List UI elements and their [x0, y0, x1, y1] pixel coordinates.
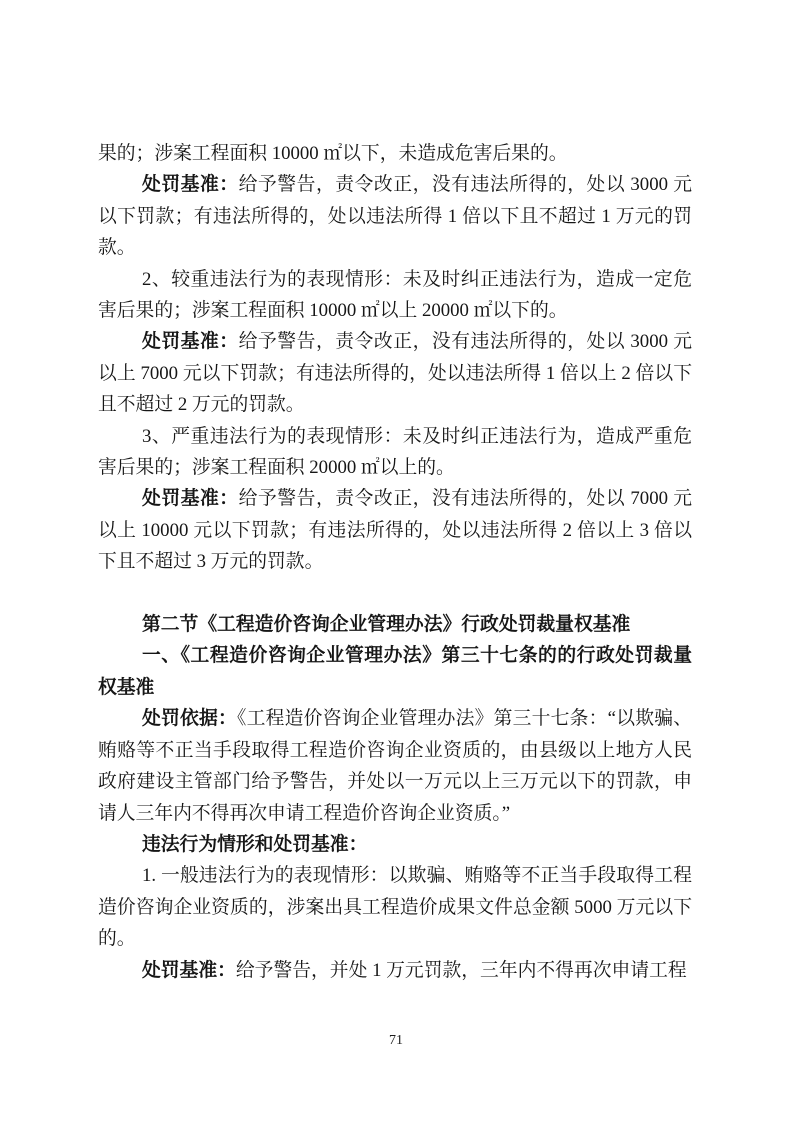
- paragraph-label: 处罚基准：: [142, 488, 239, 510]
- paragraph-text: 给予警告，责令改正，没有违法所得的，处以 7000 元以上 10000 元以下罚款；有违法所得的，处以违法所得 2 倍以上 3 倍以下且不超过 3 万元的罚款。: [98, 488, 693, 573]
- paragraph-text: 果的；涉案工程面积 10000 ㎡以下，未造成危害后果的。: [98, 143, 568, 164]
- paragraph-text: 1. 一般违法行为的表现情形：以欺骗、贿赂等不正当手段取得工程造价咨询企业资质的，涉案出具工程造价成果文件总金额 5000 万元以下的。: [98, 865, 692, 950]
- paragraph-label: 处罚基准：: [142, 331, 239, 353]
- body-paragraph: [98, 138, 692, 169]
- paragraph-label: 处罚依据：: [142, 708, 238, 730]
- paragraph-text: 给予警告，责令改正，没有违法所得的，处以 3000 元以下罚款；有违法所得的，处以违法所得 1 倍以下且不超过 1 万元的罚款。: [98, 174, 693, 259]
- body-paragraph: [98, 326, 692, 420]
- paragraph-label: 处罚基准：: [142, 959, 236, 981]
- paragraph-text: 给予警告，并处 1 万元罚款，三年内不得再次申请工程: [235, 959, 687, 981]
- paragraph-text: 《工程造价咨询企业管理办法》第三十七条：“以欺骗、贿赂等不正当手段取得工程造价咨询企业资质的，由县级以上地方人民政府建设主管部门给予警告，并处以一万元以上三万元以下的罚款，申请人三年内不得再次申请工程造价咨询企业资质。”: [98, 708, 692, 824]
- paragraph-label: 违法行为情形和处罚基准：: [142, 833, 368, 855]
- body-paragraph: [98, 421, 692, 484]
- body-paragraph: [98, 860, 692, 954]
- body-paragraph: [98, 955, 692, 986]
- subsection-heading: 一、《工程造价咨询企业管理办法》第三十七条的的行政处罚裁量权基准: [98, 645, 692, 698]
- page-footer: [0, 1033, 792, 1049]
- section-heading: 第二节《工程造价咨询企业管理办法》行政处罚裁量权基准: [142, 614, 631, 636]
- paragraph-text: 给予警告，责令改正，没有违法所得的，处以 3000 元以上 7000 元以下罚款；有违法所得的，处以违法所得 1 倍以上 2 倍以下且不超过 2 万元的罚款。: [98, 331, 693, 416]
- body-paragraph: [98, 264, 692, 327]
- body-paragraph: [98, 483, 692, 577]
- paragraph-text: 3、严重违法行为的表现情形：未及时纠正违法行为，造成严重危害后果的；涉案工程面积 20000 ㎡以上的。: [98, 425, 692, 479]
- page-number: 71: [389, 1033, 403, 1048]
- paragraph-label: 处罚基准：: [142, 174, 239, 196]
- body-paragraph: [98, 829, 692, 860]
- body-paragraph: [98, 703, 692, 829]
- body-paragraph: [98, 169, 692, 263]
- paragraph-text: 2、较重违法行为的表现情形：未及时纠正违法行为，造成一定危害后果的；涉案工程面积 10000 ㎡以上 20000 ㎡以下的。: [98, 268, 692, 322]
- document-body: [98, 138, 692, 986]
